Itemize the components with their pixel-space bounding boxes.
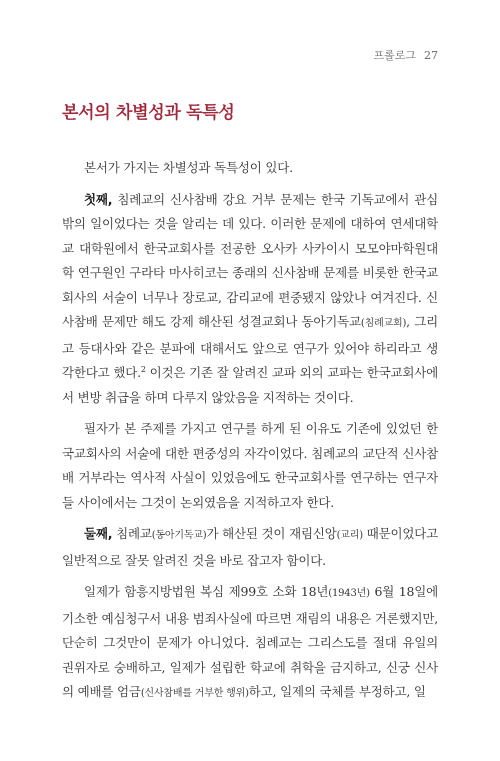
first-point-text-a: 침례교의 신사참배 강요 거부 문제는 한국 기독교에서 관심 밖의 일이었다는 것을 알리는 데 있다. 이러한 문제에 대하여 연세대학교 대학원에서 한국교회사를 전공한 오사카 사카이시 모모야마학원대학 연구원인 구라타 마사히코는 종래의 신사참배 문제를 비롯한 한국교회사의 서술이 너무나 장로교, 감리교에 편중됐지 않았나 여겨진다. 신사참배 문제만 해도 강제 해산된 성결교회나 동아기독교 <box>62 191 438 329</box>
first-point-lead: 첫째, <box>84 191 113 207</box>
first-point-text-d: 이것은 기존 잘 알려진 교파 외의 교파는 한국교회사에서 변방 취급을 하며 다루지 않았음을 지적하는 것이다. <box>62 365 438 405</box>
first-point-note-baptist: (침례교회) <box>360 318 407 329</box>
second-point-note-dongah: (동아기독교) <box>151 530 207 541</box>
indictment-note-shrine: (신사참배를 거부한 행위) <box>140 688 249 699</box>
body-text <box>62 156 438 714</box>
indictment-text-c: 6월 18일에 기소한 예심청구서 내용 범죄사실에 따르면 재림의 내용은 거론했지만, 단순히 그것만이 문제가 아니었다. 침례교는 그리스도를 절대 유일의 권위자로 숭배하고, 일제가 설립한 학교에 취학을 금지하고, 신궁 신사의 예배를 엄금 <box>62 584 438 699</box>
second-point-text-c: 가 해산된 것이 재림신앙 <box>206 526 337 541</box>
second-point-lead: 둘째, <box>84 526 113 541</box>
paragraph-intro: 본서가 가지는 차별성과 독특성이 있다. <box>84 160 293 175</box>
second-point-text-e: 때문이었다고 일반적으로 잘못 알려진 것을 바로 잡고자 함이다. <box>62 526 438 568</box>
second-point-note-doctrine: (교리) <box>336 530 363 541</box>
running-header-section: 프롤로그 <box>373 49 416 62</box>
second-point-text-a: 침례교 <box>112 526 152 541</box>
paragraph-author-reason: 필자가 본 주제를 가지고 연구를 하게 된 이유도 기존에 있었던 한국교회사의 서술에 대한 편중성의 자각이었다. 침례교의 교단적 신사참배 거부라는 역사적 사실이 있었음에도 한국교회사를 연구하는 연구자들 사이에서는 그것이 논외였음을 지적하고자 한다. <box>62 421 438 510</box>
first-point-text-c: , 그리고 등대사와 같은 분파에 대해서도 앞으로 연구가 있어야 하리라고 생각한다고 했다. <box>62 314 438 380</box>
indictment-note-year: (1943년) <box>328 588 370 599</box>
indictment-text-e: 하고, 일제의 국체를 부정하고, 일 <box>248 684 426 699</box>
paragraph-second-point <box>62 522 438 573</box>
paragraph-first-point <box>62 188 438 411</box>
section-title: 본서의 차별성과 독특성 <box>62 103 235 123</box>
indictment-text-a: 일제가 함흥지방법원 복심 제99호 소화 18년 <box>84 584 329 599</box>
paragraph-indictment <box>62 580 438 707</box>
page-number: 27 <box>424 49 438 62</box>
footnote-marker[interactable]: 2 <box>140 364 146 374</box>
running-header <box>373 47 438 63</box>
